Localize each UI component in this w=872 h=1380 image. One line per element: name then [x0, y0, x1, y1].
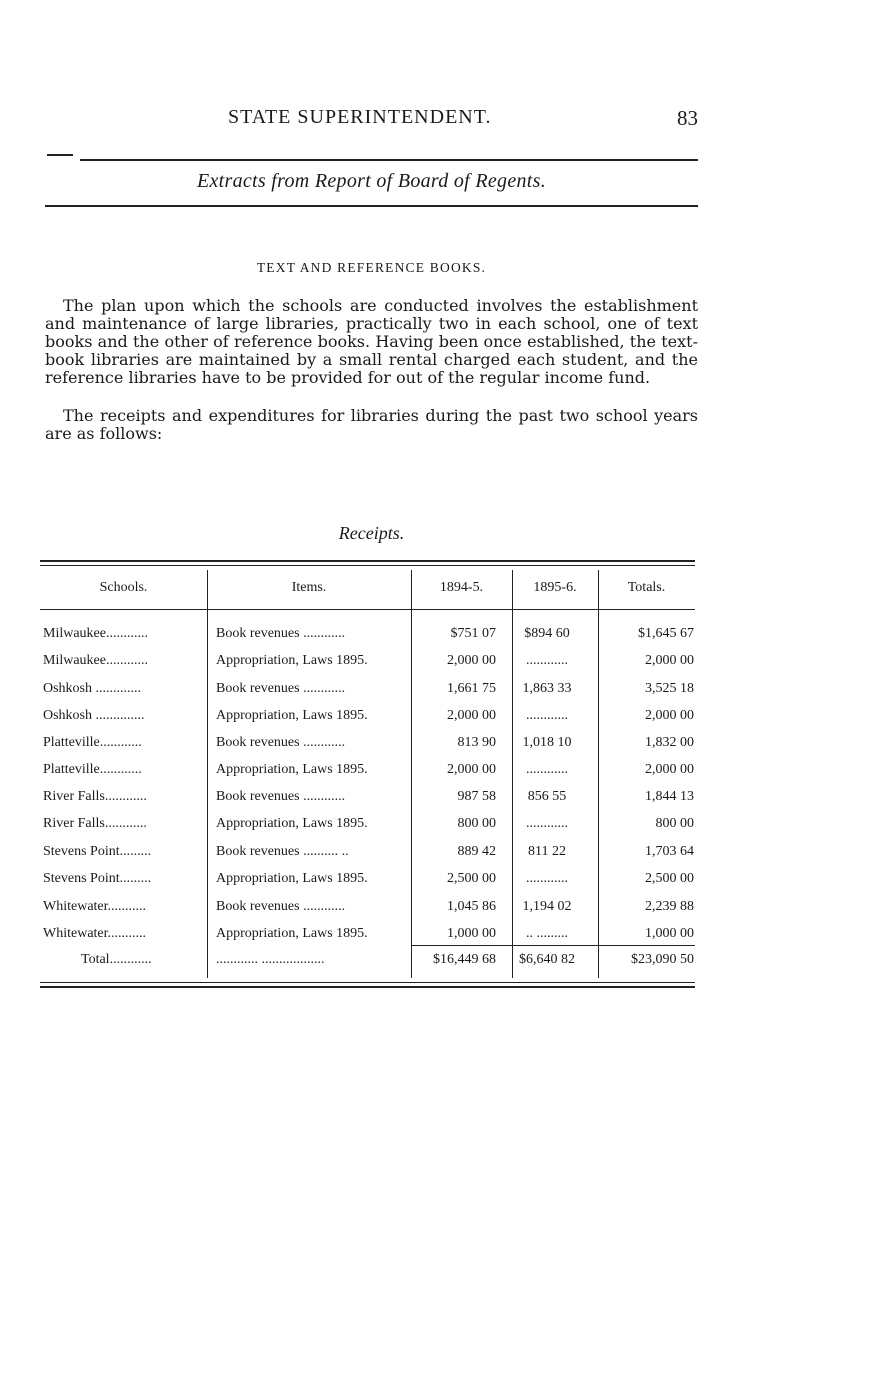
amount-1894-cell: 2,500 00 — [447, 871, 496, 886]
amount-1894-cell: 813 90 — [457, 735, 496, 750]
amount-1894-cell: 1,661 75 — [447, 681, 496, 696]
subheading: TEXT AND REFERENCE BOOKS. — [256, 260, 487, 275]
item-cell: Book revenues .......... .. — [216, 844, 349, 859]
total-cell: 2,000 00 — [645, 653, 694, 668]
item-cell: Book revenues ............ — [216, 899, 346, 914]
school-cell: Milwaukee............ — [43, 653, 148, 668]
banner-rule — [45, 205, 698, 207]
amount-1894-cell: 2,000 00 — [447, 653, 496, 668]
table-row — [40, 653, 695, 680]
table-row — [40, 681, 695, 708]
item-cell: Book revenues ............ — [216, 626, 346, 641]
total-cell: 2,500 00 — [645, 871, 694, 886]
total-label: Total............ — [81, 952, 152, 967]
amount-1894-cell: 987 58 — [457, 789, 496, 804]
table-row — [40, 816, 695, 843]
amount-1895-cell: $894 60 — [524, 626, 570, 641]
school-cell: Whitewater........... — [43, 899, 147, 914]
table-bottom-rule — [40, 982, 695, 983]
header-rule — [80, 159, 698, 161]
receipts-table — [40, 560, 695, 990]
total-rule — [411, 945, 695, 946]
amount-1894-cell: 889 42 — [457, 844, 496, 859]
total-cell: 2,000 00 — [645, 708, 694, 723]
running-title: STATE SUPERINTENDENT. — [228, 106, 492, 128]
amount-1895-cell: 856 55 — [527, 789, 567, 804]
amount-1895-cell: ............ — [526, 871, 568, 886]
table-row — [40, 789, 695, 816]
amount-1894-cell: 1,000 00 — [447, 926, 496, 941]
table-row — [40, 708, 695, 735]
table-row — [40, 844, 695, 871]
total-row — [40, 952, 695, 979]
item-cell: Appropriation, Laws 1895. — [216, 653, 368, 668]
item-cell: Appropriation, Laws 1895. — [216, 871, 368, 886]
table-row — [40, 899, 695, 926]
amount-1895-cell: ............ — [526, 762, 568, 777]
amount-1895-cell: 1,194 02 — [522, 899, 572, 914]
amount-1895-cell: 811 22 — [528, 844, 566, 859]
table-top-rule — [40, 565, 695, 566]
total-cell: 1,000 00 — [645, 926, 694, 941]
table-row — [40, 926, 695, 953]
total-cell: 2,000 00 — [645, 762, 694, 777]
school-cell: Stevens Point......... — [43, 871, 152, 886]
column-header-1895: 1895-6. — [533, 580, 577, 595]
total-cell: 1,832 00 — [645, 735, 694, 750]
school-cell: Stevens Point......... — [43, 844, 152, 859]
total-cell: 3,525 18 — [645, 681, 694, 696]
running-head — [80, 106, 698, 134]
school-cell: Whitewater........... — [43, 926, 147, 941]
section-title: Extracts from Report of Board of Regents. — [196, 170, 547, 192]
amount-1894-cell: 2,000 00 — [447, 708, 496, 723]
amount-1895-cell: ............ — [526, 708, 568, 723]
table-bottom-rule — [40, 986, 695, 988]
school-cell: Oshkosh .............. — [43, 708, 145, 723]
table-row — [40, 735, 695, 762]
total-1895-cell: $6,640 82 — [519, 952, 575, 967]
item-cell: ............ .................. — [216, 952, 325, 967]
total-cell: $1,645 67 — [638, 626, 694, 641]
amount-1894-cell: 1,045 86 — [447, 899, 496, 914]
school-cell: River Falls............ — [43, 789, 147, 804]
school-cell: Platteville............ — [43, 735, 142, 750]
item-cell: Appropriation, Laws 1895. — [216, 926, 368, 941]
column-header-schools: Schools. — [99, 580, 148, 595]
amount-1895-cell: ............ — [526, 653, 568, 668]
column-header-totals: Totals. — [627, 580, 666, 595]
table-row — [40, 626, 695, 653]
amount-1895-cell: 1,018 10 — [522, 735, 572, 750]
item-cell: Book revenues ............ — [216, 681, 346, 696]
school-cell: River Falls............ — [43, 816, 147, 831]
body-paragraph: The receipts and expenditures for libraries during the past two school years are as follows: — [45, 406, 698, 443]
amount-1895-cell: ............ — [526, 816, 568, 831]
item-cell: Book revenues ............ — [216, 735, 346, 750]
total-cell: 2,239 88 — [645, 899, 694, 914]
amount-1894-cell: 2,000 00 — [447, 762, 496, 777]
total-cell: 1,703 64 — [645, 844, 694, 859]
page-number: 83 — [677, 106, 698, 130]
item-cell: Appropriation, Laws 1895. — [216, 762, 368, 777]
table-top-rule — [40, 560, 695, 562]
column-header-1894: 1894-5. — [439, 580, 484, 595]
column-header-items: Items. — [291, 580, 327, 595]
total-1894-cell: $16,449 68 — [433, 952, 496, 967]
amount-1894-cell: 800 00 — [457, 816, 496, 831]
amount-1894-cell: $751 07 — [450, 626, 496, 641]
amount-1895-cell: .. ......... — [526, 926, 568, 941]
total-cell: 800 00 — [655, 816, 694, 831]
total-cell: 1,844 13 — [645, 789, 694, 804]
table-row — [40, 762, 695, 789]
item-cell: Appropriation, Laws 1895. — [216, 816, 368, 831]
item-cell: Book revenues ............ — [216, 789, 346, 804]
body-paragraph: The plan upon which the schools are conducted involves the establishment and maintenance of large libraries, practically two in each school, one of text books and the other of reference books. Having been once established, the text-book libraries are maintained by a small rental charged each student, and the reference libraries have to be provided for out of the regular income fund. — [45, 296, 698, 387]
school-cell: Oshkosh ............. — [43, 681, 142, 696]
header-rule-short — [47, 154, 73, 156]
table-row — [40, 871, 695, 898]
table-caption: Receipts. — [338, 523, 405, 543]
grand-total-cell: $23,090 50 — [631, 952, 694, 967]
school-cell: Platteville............ — [43, 762, 142, 777]
item-cell: Appropriation, Laws 1895. — [216, 708, 368, 723]
header-bottom-rule — [40, 609, 695, 610]
amount-1895-cell: 1,863 33 — [522, 681, 572, 696]
school-cell: Milwaukee............ — [43, 626, 148, 641]
